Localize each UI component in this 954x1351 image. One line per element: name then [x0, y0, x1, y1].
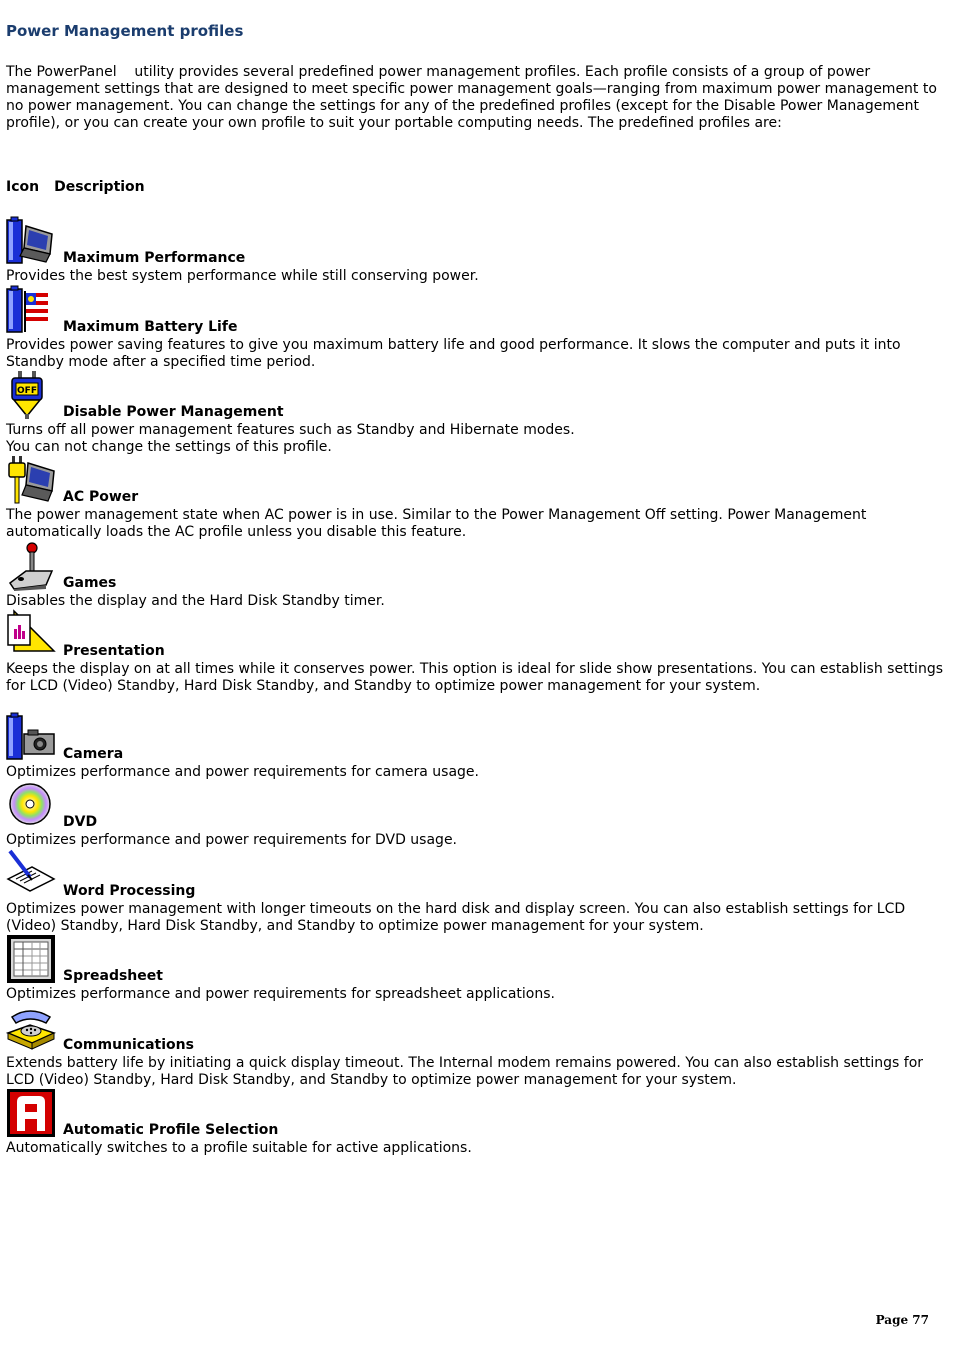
page-number: Page 77 — [875, 1313, 929, 1327]
profile-name: Communications — [63, 1037, 194, 1053]
page-title: Power Management profiles — [6, 22, 244, 40]
profile-maximum-performance — [6, 216, 948, 285]
profile-description: Provides power saving features to give you maximum battery life and good performance. It slows the computer and puts it into Standby mode after a specified time period. — [6, 337, 901, 370]
off-plug-icon — [6, 370, 56, 420]
profile-name: Word Processing — [63, 883, 196, 899]
profile-communications — [6, 1003, 948, 1089]
profile-name: Automatic Profile Selection — [63, 1122, 279, 1138]
profile-spreadsheet — [6, 934, 948, 1003]
profile-description: Optimizes performance and power requirements for camera usage. — [6, 764, 479, 780]
profile-camera — [6, 712, 948, 781]
svg-text:OFF: OFF — [17, 386, 37, 396]
projector-icon — [6, 609, 56, 659]
pen-paper-icon — [6, 849, 56, 899]
icon-column-header: Icon — [6, 179, 40, 195]
profile-maximum-battery-life — [6, 285, 948, 371]
profile-name: Maximum Performance — [63, 250, 246, 266]
dvd-disc-icon — [6, 780, 56, 830]
table-header — [6, 179, 145, 195]
profile-presentation — [6, 609, 948, 695]
ac-plug-laptop-icon — [6, 455, 56, 505]
profile-description-note: You can not change the settings of this profile. — [6, 439, 332, 455]
profile-ac-power — [6, 455, 948, 541]
profile-name: DVD — [63, 814, 98, 830]
battery-camera-icon — [6, 712, 56, 762]
profile-description: Keeps the display on at all times while it conserves power. This option is ideal for slide show presentations. You can establish settings for LCD (Video) Standby, Hard Disk Standby, and Standby to optimize power management for your system. — [6, 661, 943, 694]
profile-name: Disable Power Management — [63, 404, 284, 420]
profile-description: Turns off all power management features such as Standby and Hibernate modes. — [6, 422, 575, 438]
profile-description: Optimizes power management with longer timeouts on the hard disk and display screen. You can also establish settings for LCD (Video) Standby, Hard Disk Standby, and Standby to optimize power management for your system. — [6, 901, 906, 934]
profile-name: Maximum Battery Life — [63, 319, 238, 335]
profile-description: Optimizes performance and power requirements for DVD usage. — [6, 832, 458, 848]
profile-description: Optimizes performance and power requirements for spreadsheet applications. — [6, 986, 555, 1002]
battery-flag-icon — [6, 285, 56, 335]
profile-dvd — [6, 780, 948, 849]
profile-description: Provides the best system performance while still conserving power. — [6, 268, 479, 284]
letter-a-icon — [6, 1088, 56, 1138]
profile-name: Spreadsheet — [63, 968, 163, 984]
battery-laptop-icon — [6, 216, 56, 266]
spreadsheet-icon — [6, 934, 56, 984]
profile-automatic-profile-selection — [6, 1088, 948, 1157]
profile-name: Camera — [63, 746, 124, 762]
description-column-header: Description — [54, 179, 145, 195]
profile-name: Presentation — [63, 643, 165, 659]
profile-name: Games — [63, 575, 117, 591]
profile-name: AC Power — [63, 489, 139, 505]
profile-disable-power-management — [6, 370, 948, 456]
profile-description: The power management state when AC power is in use. Similar to the Power Management Off setting. Power Management automatically loads the AC profile unless you disable this feature. — [6, 507, 867, 540]
profile-description: Disables the display and the Hard Disk Standby timer. — [6, 593, 385, 609]
telephone-icon — [6, 1003, 56, 1053]
profile-description: Extends battery life by initiating a quick display timeout. The Internal modem remains powered. You can also establish settings for LCD (Video) Standby, Hard Disk Standby, and Standby to optimize power management for your system. — [6, 1055, 924, 1088]
profile-description: Automatically switches to a profile suitable for active applications. — [6, 1140, 472, 1156]
joystick-icon — [6, 541, 56, 591]
profile-games — [6, 541, 948, 610]
profile-word-processing — [6, 849, 948, 935]
intro-paragraph: The PowerPanel utility provides several predefined power management profiles. Each profile consists of a group of power management settings that are designed to meet specific power management goals—ranging from maximum power management to no power management. You can change the settings for any of the predefined profiles (except for the Disable Power Management profile), or you can create your own profile to suit your portable computing needs. The predefined profiles are: — [6, 64, 937, 131]
